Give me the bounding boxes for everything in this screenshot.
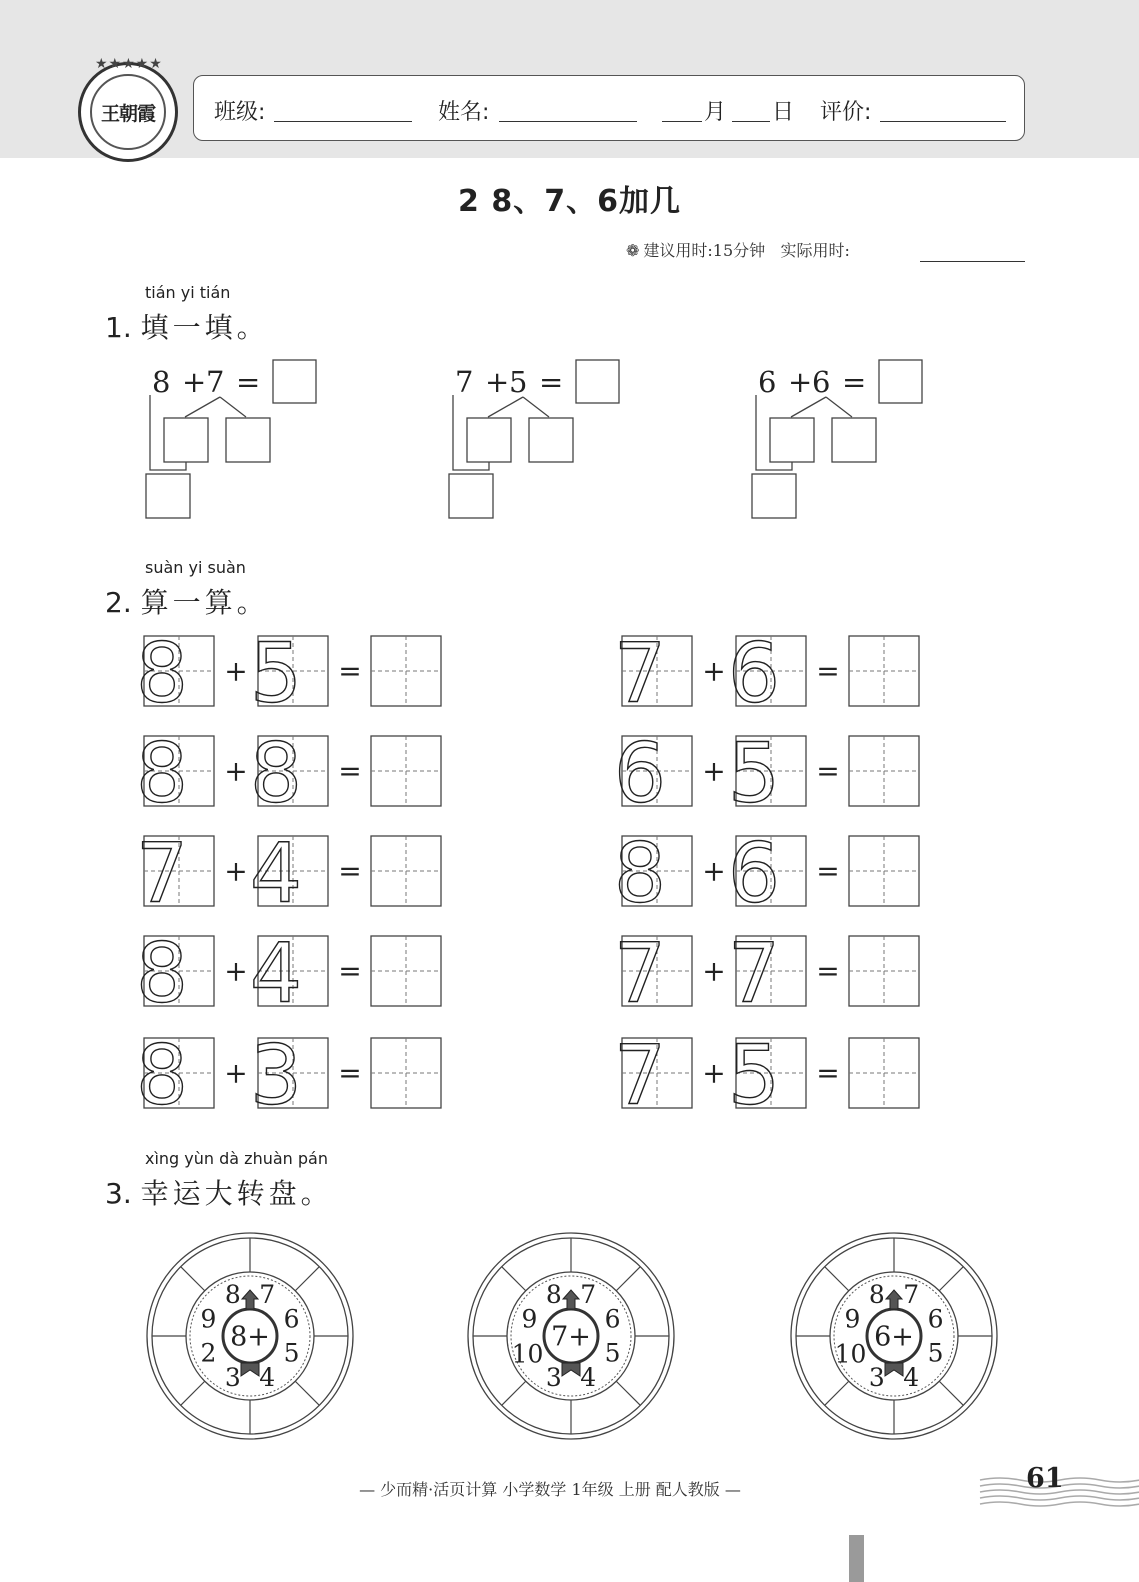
- section3-title: 幸运大转盘。: [140, 1177, 333, 1210]
- wheel-center-label: 6+: [874, 1321, 914, 1353]
- wheel-number: 7: [580, 1279, 597, 1309]
- wheel-spoke: [502, 1267, 526, 1291]
- wheel-spoke: [825, 1267, 849, 1291]
- equals-sign: =: [338, 654, 362, 688]
- wheel-number: 9: [200, 1304, 217, 1334]
- equals-sign: =: [816, 1056, 840, 1090]
- split-box-2[interactable]: [832, 418, 876, 462]
- wheel-spoke: [295, 1381, 319, 1405]
- trace-digit: 8: [249, 726, 303, 822]
- trace-digit: 6: [727, 826, 781, 922]
- pointer-up-icon[interactable]: [886, 1290, 902, 1309]
- trace-digit: 8: [135, 626, 189, 722]
- wheel-center-label: 8+: [230, 1321, 270, 1353]
- plus-sign: +: [224, 954, 248, 988]
- wheel-number: 9: [844, 1304, 861, 1334]
- combine-bracket: [150, 395, 186, 470]
- trace-digit: 5: [249, 626, 303, 722]
- trace-digit: 4: [249, 926, 303, 1022]
- ten-box[interactable]: [449, 474, 493, 518]
- split-lines: [185, 397, 246, 417]
- ten-box[interactable]: [146, 474, 190, 518]
- name-label: 姓名:: [438, 100, 490, 125]
- logo-text: 王朝霞: [100, 102, 155, 125]
- section2-pinyin: suàn yi suàn: [145, 558, 246, 577]
- wheel-number: 3: [545, 1363, 562, 1393]
- wheel-number: 8: [224, 1279, 241, 1309]
- wheel-number: 10: [511, 1339, 544, 1369]
- ten-box[interactable]: [752, 474, 796, 518]
- suggested-time: 建议用时:15分钟: [643, 241, 766, 260]
- equals-sign: =: [842, 365, 867, 399]
- combine-bracket: [756, 395, 792, 470]
- equals-sign: =: [816, 954, 840, 988]
- equals-sign: =: [539, 365, 564, 399]
- section1-title: 填一填。: [140, 311, 269, 344]
- plus-sign: +: [702, 654, 726, 688]
- trace-digit: 7: [613, 926, 667, 1022]
- trace-digit: 5: [727, 726, 781, 822]
- section1-number: 1.: [105, 311, 132, 344]
- wheel-spoke: [181, 1381, 205, 1405]
- trace-digit: 3: [249, 1028, 303, 1124]
- addend-a: 7: [455, 365, 474, 399]
- page-title: 2 8、7、6加几: [458, 184, 681, 219]
- split-box-1[interactable]: [770, 418, 814, 462]
- trace-digit: 8: [135, 926, 189, 1022]
- equals-sign: =: [338, 754, 362, 788]
- footer-wave: [980, 1502, 1139, 1506]
- wheel-number: 4: [580, 1363, 597, 1393]
- equals-sign: =: [338, 854, 362, 888]
- trace-digit: 8: [135, 726, 189, 822]
- wheel-spoke: [825, 1381, 849, 1405]
- wheel-number: 5: [604, 1338, 621, 1368]
- star-icons: ★★★★★: [95, 56, 163, 72]
- split-box-1[interactable]: [164, 418, 208, 462]
- trace-digit: 7: [135, 826, 189, 922]
- plus-sign: +: [224, 654, 248, 688]
- wheel-number: 3: [868, 1363, 885, 1393]
- section2-number: 2.: [105, 586, 132, 619]
- answer-box[interactable]: [576, 360, 619, 403]
- wheel-number: 8: [868, 1279, 885, 1309]
- pointer-up-icon[interactable]: [563, 1290, 579, 1309]
- wheel-number: 6: [927, 1304, 944, 1334]
- wheel-number: 7: [903, 1279, 920, 1309]
- split-box-2[interactable]: [529, 418, 573, 462]
- pointer-tail-icon: [241, 1363, 259, 1376]
- rating-label: 评价:: [820, 100, 872, 125]
- pointer-up-icon[interactable]: [242, 1290, 258, 1309]
- plus-sign: +: [702, 754, 726, 788]
- answer-box[interactable]: [273, 360, 316, 403]
- plus-sign: +: [485, 365, 510, 399]
- trace-digit: 6: [613, 726, 667, 822]
- equals-sign: =: [236, 365, 261, 399]
- month-label: 月: [704, 100, 727, 125]
- wheel-number: 3: [224, 1363, 241, 1393]
- plus-sign: +: [182, 365, 207, 399]
- wheel-spoke: [939, 1267, 963, 1291]
- wheel-number: 9: [521, 1304, 538, 1334]
- wheel-spoke: [616, 1267, 640, 1291]
- plus-sign: +: [788, 365, 813, 399]
- wheel-number: 6: [604, 1304, 621, 1334]
- wheel-spoke: [181, 1267, 205, 1291]
- trace-digit: 5: [727, 1028, 781, 1124]
- plus-sign: +: [224, 854, 248, 888]
- trace-digit: 8: [613, 826, 667, 922]
- wheel-number: 8: [545, 1279, 562, 1309]
- plus-sign: +: [702, 954, 726, 988]
- answer-box[interactable]: [879, 360, 922, 403]
- split-lines: [791, 397, 852, 417]
- day-label: 日: [772, 100, 795, 125]
- addend-b: 6: [812, 365, 831, 399]
- equals-sign: =: [338, 954, 362, 988]
- split-box-1[interactable]: [467, 418, 511, 462]
- equals-sign: =: [816, 754, 840, 788]
- wheel-spoke: [939, 1381, 963, 1405]
- combine-bracket: [453, 395, 489, 470]
- wheel-number: 4: [259, 1363, 276, 1393]
- page-edge-tab: [849, 1535, 864, 1582]
- wheel-spoke: [295, 1267, 319, 1291]
- equals-sign: =: [816, 854, 840, 888]
- wheel-number: 4: [903, 1363, 920, 1393]
- trace-digit: 7: [613, 626, 667, 722]
- section3-pinyin: xìng yùn dà zhuàn pán: [145, 1149, 328, 1168]
- section1-pinyin: tián yi tián: [145, 283, 231, 302]
- addend-b: 7: [206, 365, 225, 399]
- section2-title: 算一算。: [140, 586, 269, 619]
- trace-digit: 6: [727, 626, 781, 722]
- footer-text: — 少而精·活页计算 小学数学 1年级 上册 配人教版 —: [359, 1480, 741, 1499]
- class-label: 班级:: [214, 100, 266, 125]
- split-lines: [488, 397, 549, 417]
- plus-sign: +: [224, 754, 248, 788]
- plus-sign: +: [702, 1056, 726, 1090]
- actual-time-label: 实际用时:: [780, 241, 850, 260]
- plus-sign: +: [702, 854, 726, 888]
- addend-a: 8: [152, 365, 171, 399]
- wheel-spoke: [616, 1381, 640, 1405]
- plus-sign: +: [224, 1056, 248, 1090]
- wheel-number: 10: [834, 1339, 867, 1369]
- trace-digit: 4: [249, 826, 303, 922]
- equals-sign: =: [338, 1056, 362, 1090]
- wheel-center-label: 7+: [551, 1321, 591, 1353]
- pointer-tail-icon: [562, 1363, 580, 1376]
- timer-icon: ❁: [626, 241, 640, 260]
- split-box-2[interactable]: [226, 418, 270, 462]
- trace-digit: 7: [727, 926, 781, 1022]
- equals-sign: =: [816, 654, 840, 688]
- pointer-tail-icon: [885, 1363, 903, 1376]
- page-number: 61: [1026, 1463, 1064, 1494]
- wheel-number: 7: [259, 1279, 276, 1309]
- wheel-number: 5: [283, 1338, 300, 1368]
- wheel-number: 5: [927, 1338, 944, 1368]
- wheel-number: 2: [200, 1338, 217, 1368]
- section3-number: 3.: [105, 1177, 132, 1210]
- wheel-number: 6: [283, 1304, 300, 1334]
- addend-a: 6: [758, 365, 777, 399]
- trace-digit: 7: [613, 1028, 667, 1124]
- trace-digit: 8: [135, 1028, 189, 1124]
- addend-b: 5: [509, 365, 528, 399]
- wheel-spoke: [502, 1381, 526, 1405]
